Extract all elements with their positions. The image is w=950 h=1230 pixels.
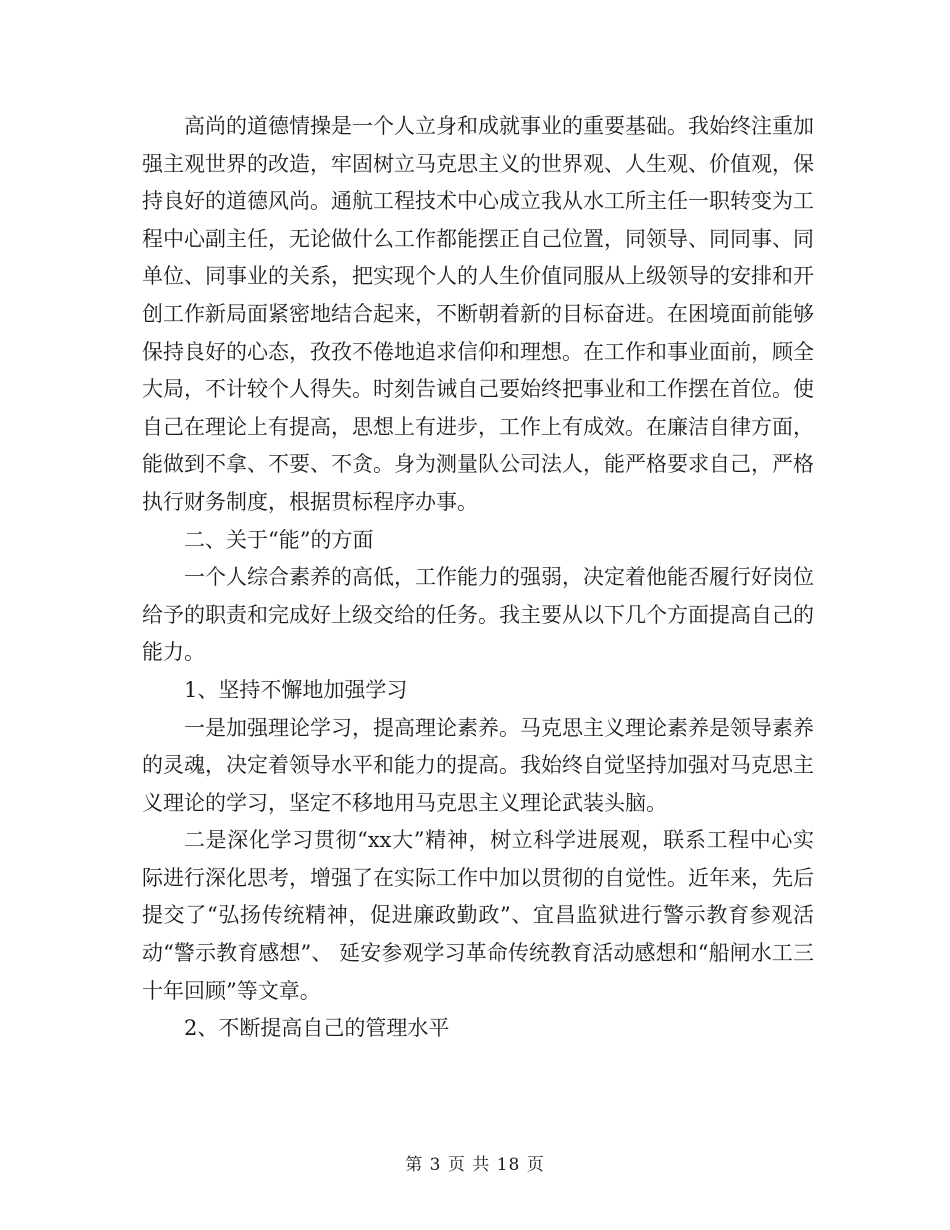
page-number-footer: 第 3 页 共 18 页 xyxy=(405,1155,545,1175)
subheading-study: 1、坚持不懈地加强学习 xyxy=(184,677,408,702)
section-heading-ability: 二、关于“能”的方面 xyxy=(184,527,374,552)
subheading-management: 2、不断提高自己的管理水平 xyxy=(184,1016,450,1041)
paragraph-moral-character: 高尚的道德情操是一个人立身和成就事业的重要基础。我始终注重加强主观世界的改造，牢固树立马克思主义的世界观、人生观、价值观，保持良好的道德风尚。通航工程技术中心成立我从水工所主任一职转变为工程中心副主任，无论做什么工作都能摆正自己位置，同领导、同同事、同单位、同事业的关系，把实现个人的人生价值同服从上级领导的安排和开创工作新局面紧密地结合起来，不断朝着新的目标奋进。在困境面前能够保持良好的心态，孜孜不倦地追求信仰和理想。在工作和事业面前，顾全大局，不计较个人得失。时刻告诫自己要始终把事业和工作摆在首位。使自己在理论上有提高，思想上有进步，工作上有成效。在廉洁自律方面，能做到不拿、不要、不贪。身为测量队公司法人，能严格要求自己，严格执行财务制度，根据贯标程序办事。 xyxy=(142,114,814,514)
document-body xyxy=(142,108,814,1048)
paragraph-deepen-study: 二是深化学习贯彻“xx大”精神，树立科学进展观，联系工程中心实际进行深化思考，增强了在实际工作中加以贯彻的自觉性。近年来，先后提交了“弘扬传统精神，促进廉政勤政”、宜昌监狱进行警示教育参观活动“警示教育感想”、 延安参观学习革命传统教育活动感想和“船闸水工三十年回顾”等文章。 xyxy=(142,828,814,1003)
paragraph-theory-study: 一是加强理论学习，提高理论素养。马克思主义理论素养是领导素养的灵魂，决定着领导水平和能力的提高。我始终自觉坚持加强对马克思主义理论的学习，坚定不移地用马克思主义理论武装头脑。 xyxy=(142,715,814,815)
paragraph-ability-intro: 一个人综合素养的高低，工作能力的强弱，决定着他能否履行好岗位给予的职责和完成好上级交给的任务。我主要从以下几个方面提高自己的能力。 xyxy=(142,565,814,665)
